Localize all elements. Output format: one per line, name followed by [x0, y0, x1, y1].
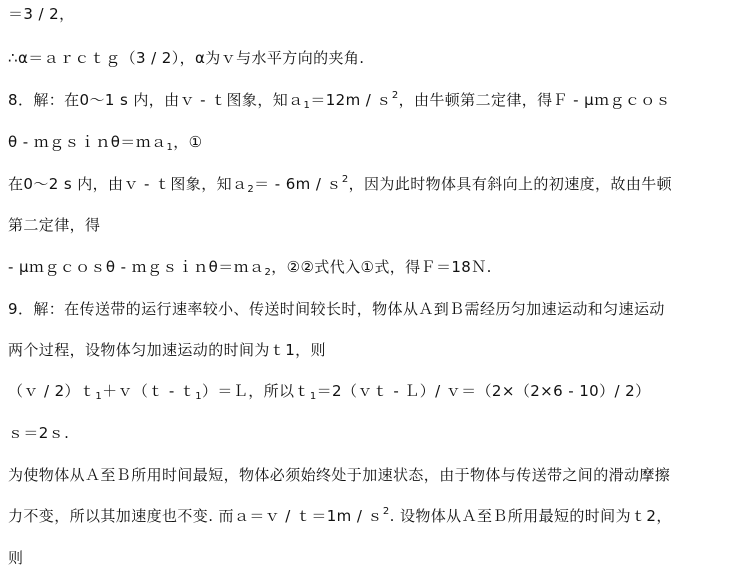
text-run: ＋ｖ（ｔ - ｔ — [102, 382, 196, 400]
text-line-14 — [8, 548, 23, 568]
text-run: θ - ｍｇｓｉｎθ＝ｍａ — [8, 133, 167, 151]
text-line-10 — [8, 381, 651, 401]
text-line-5 — [8, 174, 672, 194]
text-run: ，因为此时物体具有斜向上的初速度，故由牛顿 — [348, 175, 673, 193]
subscript: 1 — [309, 391, 317, 402]
text-run: ＝12m / ｓ — [310, 91, 392, 109]
text-line-6 — [8, 215, 100, 235]
text-line-7 — [8, 257, 492, 277]
text-run: ＝3 / 2， — [8, 5, 75, 23]
text-run: - μｍｇｃｏｓθ - ｍｇｓｉｎθ＝ｍａ — [8, 258, 265, 276]
superscript: 2 — [382, 506, 390, 517]
text-line-8 — [8, 299, 665, 319]
subscript: 1 — [195, 391, 203, 402]
text-line-9 — [8, 340, 326, 360]
text-line-4 — [8, 132, 203, 152]
text-run: 则 — [8, 549, 24, 567]
text-run: 8．解：在0～1 s 内，由ｖ - ｔ图象，知ａ — [8, 91, 304, 109]
text-line-3 — [8, 90, 671, 110]
text-line-13 — [8, 506, 672, 526]
subscript: 2 — [264, 267, 272, 278]
text-run: 9．解：在传送带的运行速率较小、传送时间较长时，物体从Ａ到Ｂ需经历匀加速运动和匀速运动 — [8, 300, 665, 318]
text-line-2 — [8, 48, 364, 68]
superscript: 2 — [341, 174, 349, 185]
text-run: 为使物体从Ａ至Ｂ所用时间最短，物体必须始终处于加速状态，由于物体与传送带之间的滑动摩擦 — [8, 466, 671, 484]
text-run: 两个过程，设物体匀加速运动的时间为ｔ1，则 — [8, 341, 326, 359]
subscript: 1 — [95, 391, 103, 402]
text-run: ，②②式代入①式，得Ｆ＝18Ｎ. — [271, 258, 492, 276]
text-line-12 — [8, 465, 670, 485]
text-run: ，由牛顿第二定律，得Ｆ - μｍｇｃｏｓ — [398, 91, 672, 109]
text-line-11 — [8, 423, 69, 443]
subscript: 2 — [247, 184, 255, 195]
text-run: ｓ＝2ｓ. — [8, 424, 70, 442]
text-run: （ｖ / 2）ｔ — [8, 382, 96, 400]
text-run: ∴α＝ａｒｃｔｇ（3 / 2），α为ｖ与水平方向的夹角. — [8, 49, 365, 67]
text-run: . 设物体从Ａ至Ｂ所用最短的时间为ｔ2， — [389, 507, 672, 525]
subscript: 1 — [303, 100, 311, 111]
text-run: ，① — [173, 133, 203, 151]
text-run: 第二定律，得 — [8, 216, 101, 234]
text-run: ＝2（ｖｔ - Ｌ）/ ｖ＝（2×（2×6 - 10）/ 2） — [316, 382, 651, 400]
text-run: ＝ - 6m / ｓ — [254, 175, 342, 193]
subscript: 1 — [166, 142, 174, 153]
superscript: 2 — [391, 90, 399, 101]
text-run: 在0～2 s 内，由ｖ - ｔ图象，知ａ — [8, 175, 248, 193]
text-run: 力不变，所以其加速度也不变. 而ａ＝ｖ / ｔ＝1m / ｓ — [8, 507, 383, 525]
text-run: ）＝Ｌ，所以ｔ — [202, 382, 310, 400]
text-line-1 — [8, 4, 74, 24]
